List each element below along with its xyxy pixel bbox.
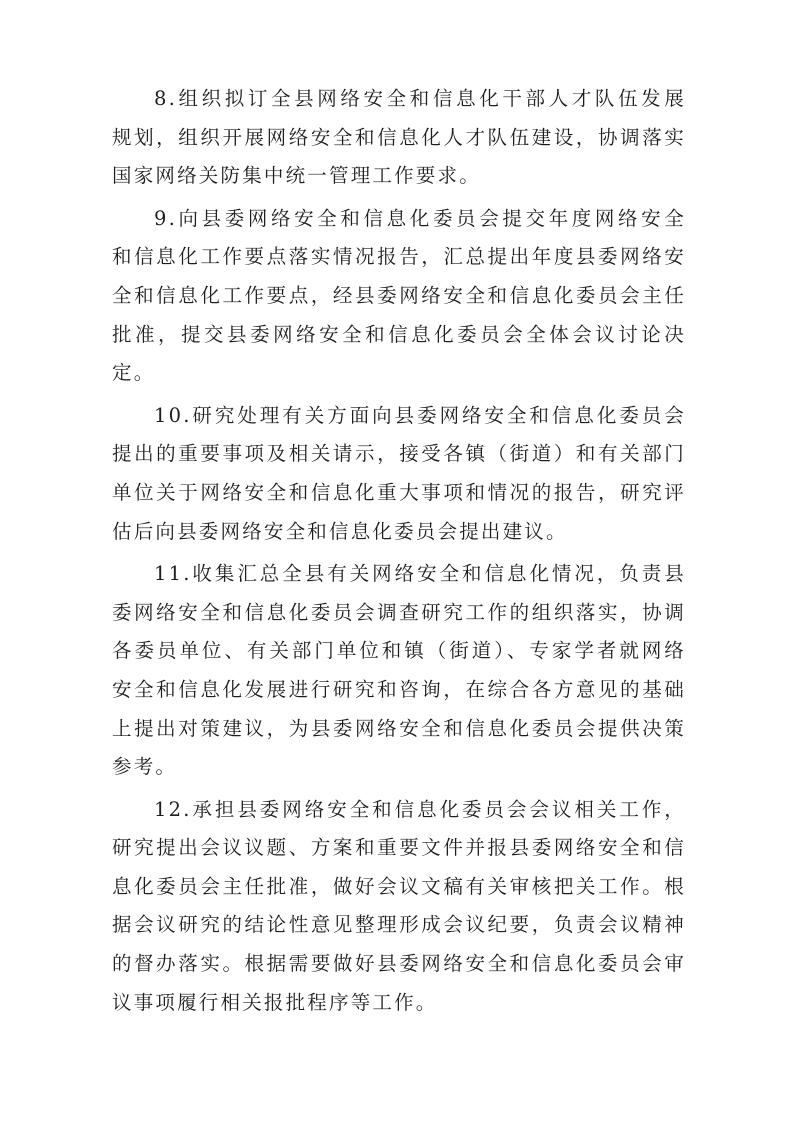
paragraph-item-10 — [112, 397, 686, 551]
text-line: 12.承担县委网络安全和信息化委员会会议相关工作， — [154, 797, 686, 821]
text-line: 各委员单位、有关部门单位和镇（街道）、专家学者就网络 — [112, 639, 686, 663]
paragraph-item-9 — [112, 200, 686, 393]
text-line: 的督办落实。根据需要做好县委网络安全和信息化委员会审 — [112, 952, 686, 976]
text-line: 批准，提交县委网络安全和信息化委员会全体会议讨论决 — [112, 322, 686, 346]
text-line: 息化委员会主任批准，做好会议文稿有关审核把关工作。根 — [112, 874, 686, 898]
text-line: 估后向县委网络安全和信息化委员会提出建议。 — [112, 519, 568, 543]
paragraph-item-12 — [112, 791, 686, 1023]
text-line: 委网络安全和信息化委员会调查研究工作的组织落实，协调 — [112, 600, 686, 624]
paragraph-item-11 — [112, 555, 686, 787]
text-line: 研究提出会议议题、方案和重要文件并报县委网络安全和信 — [112, 836, 686, 860]
paragraph-item-8 — [112, 80, 686, 196]
document-body — [112, 80, 686, 1022]
text-line: 安全和信息化发展进行研究和咨询，在综合各方意见的基础 — [112, 677, 686, 701]
text-line: 8.组织拟订全县网络安全和信息化干部人才队伍发展 — [154, 87, 686, 110]
text-line: 国家网络关防集中统一管理工作要求。 — [112, 164, 481, 188]
text-line: 上提出对策建议，为县委网络安全和信息化委员会提供决策 — [112, 716, 686, 740]
text-line: 据会议研究的结论性意见整理形成会议纪要，负责会议精神 — [112, 913, 686, 937]
text-line: 提出的重要事项及相关请示，接受各镇（街道）和有关部门 — [112, 442, 686, 466]
text-line: 定。 — [112, 361, 156, 385]
text-line: 规划，组织开展网络安全和信息化人才队伍建设，协调落实 — [112, 125, 686, 149]
text-line: 10.研究处理有关方面向县委网络安全和信息化委员会 — [154, 403, 686, 427]
text-line: 议事项履行相关报批程序等工作。 — [112, 990, 438, 1014]
text-line: 和信息化工作要点落实情况报告，汇总提出年度县委网络安 — [112, 245, 686, 269]
text-line: 9.向县委网络安全和信息化委员会提交年度网络安全 — [154, 206, 686, 230]
text-line: 11.收集汇总全县有关网络安全和信息化情况，负责县 — [154, 562, 686, 586]
text-line: 参考。 — [112, 755, 178, 779]
text-line: 全和信息化工作要点，经县委网络安全和信息化委员会主任 — [112, 283, 686, 307]
text-line: 单位关于网络安全和信息化重大事项和情况的报告，研究评 — [112, 480, 686, 504]
